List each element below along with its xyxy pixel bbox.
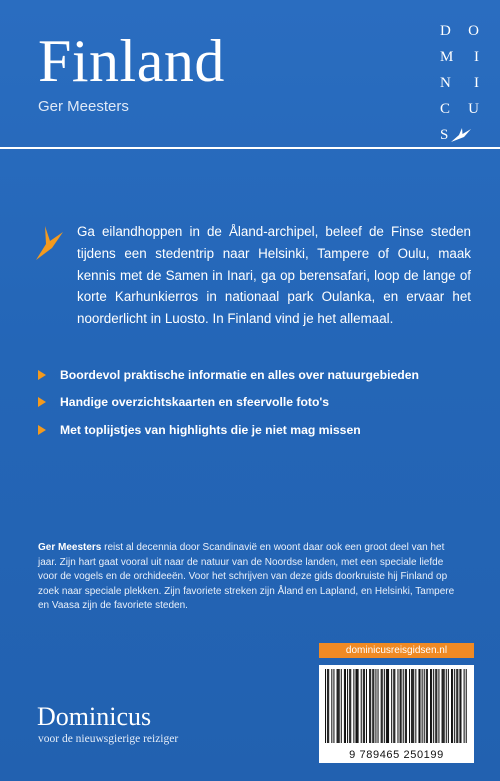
list-item: Boordevol praktische informatie en alles over natuurgebieden (38, 361, 478, 389)
logo-row: N I (440, 75, 480, 91)
barcode-bar (442, 669, 443, 743)
barcode-bar (448, 669, 449, 743)
barcode-bar (341, 669, 342, 743)
barcode-bar (431, 669, 432, 743)
barcode-bar (357, 669, 358, 743)
barcode-bar (386, 669, 387, 743)
barcode-bar (325, 669, 326, 743)
author-bio (38, 541, 458, 614)
barcode-bar (355, 669, 356, 743)
barcode-bar (387, 669, 388, 743)
barcode-bar (411, 669, 412, 743)
isbn-barcode (319, 665, 474, 763)
barcode-bar (382, 669, 383, 743)
barcode-bar (333, 669, 334, 743)
barcode-bar (413, 669, 414, 743)
barcode-bar (375, 669, 376, 743)
barcode-bar (400, 669, 401, 743)
barcode-bar (349, 669, 350, 743)
barcode-bar (424, 669, 425, 743)
barcode-bar (339, 669, 340, 743)
barcode-bar (327, 669, 328, 743)
intro-paragraph: Ga eilandhoppen in de Åland-archipel, beleef de Finse steden tijdens een stedentrip naar Helsinki, Tampere of Oulu, maak kennis met de Samen in Inari, ga op berensafari, loop de lange of korte Karhunkierros in nationaal park Oulanka, en ervaar het noorderlicht in Luosto. In Finland vind je het allemaal. (77, 224, 471, 327)
bullet-arrow-icon (38, 397, 46, 407)
barcode-bar (464, 669, 465, 743)
barcode-bar (373, 669, 374, 743)
barcode-bar (331, 669, 332, 743)
barcode-bar (369, 669, 370, 743)
bullet-arrow-icon (38, 425, 46, 435)
barcode-bar (435, 669, 436, 743)
barcode-bar (420, 669, 421, 743)
barcode-bar (412, 669, 413, 743)
barcode-bar (452, 669, 453, 743)
barcode-bar (358, 669, 359, 743)
barcode-bar (363, 669, 364, 743)
barcode-bar (337, 669, 338, 743)
barcode-bar (426, 669, 427, 743)
barcode-bar (456, 669, 457, 743)
bio-author-name: Ger Meesters (38, 542, 102, 553)
barcode-bar (433, 669, 434, 743)
barcode-bar (388, 669, 389, 743)
barcode-bar (430, 669, 431, 743)
barcode-bar (443, 669, 444, 743)
list-item: Met toplijstjes van highlights die je niet mag missen (38, 416, 478, 444)
barcode-bar (370, 669, 371, 743)
barcode-bar (381, 669, 382, 743)
header-divider (0, 147, 500, 149)
bio-text: reist al decennia door Scandinavië en woont daar ook een groot deel van het jaar. Zijn hart gaat vooral uit naar de natuur van de Noordse landen, met een speciale liefde voor de vogels en de orchideeën. Voor het schrijven van deze gids doorkruiste hij Finland op zoek naar speciale plekken. Zijn favoriete streken zijn Åland en Lapland, en Helsinki, Tampere en Vaasa zijn de favoriete steden. (38, 542, 455, 612)
barcode-bar (366, 669, 367, 743)
logo-row: C U (440, 101, 480, 117)
barcode-bar (438, 669, 439, 743)
list-item: Handige overzichtskaarten en sfeervolle foto's (38, 389, 478, 417)
barcode-bar (446, 669, 447, 743)
website-link[interactable]: dominicusreisgidsen.nl (319, 643, 474, 658)
barcode-bar (397, 669, 398, 743)
barcode-bar (384, 669, 385, 743)
barcode-bar (347, 669, 348, 743)
barcode-bar (361, 669, 362, 743)
barcode-bar (394, 669, 395, 743)
barcode-bar (338, 669, 339, 743)
barcode-bar (406, 669, 407, 743)
barcode-bar (401, 669, 402, 743)
barcode-bar (353, 669, 354, 743)
publisher-brand: Dominicus (37, 702, 152, 731)
barcode-bar (457, 669, 458, 743)
feature-list (38, 361, 478, 444)
publisher-tagline: voor de nieuwsgierige reiziger (38, 733, 179, 745)
author-name: Ger Meesters (38, 98, 129, 115)
barcode-bar (344, 669, 345, 743)
barcode-bar (415, 669, 416, 743)
barcode-bar (451, 669, 452, 743)
barcode-bar (364, 669, 365, 743)
barcode-bar (345, 669, 346, 743)
barcode-bar (393, 669, 394, 743)
barcode-bar (466, 669, 467, 743)
swallow-bird-icon (34, 222, 64, 262)
barcode-bar (418, 669, 419, 743)
barcode-bar (422, 669, 423, 743)
bullet-arrow-icon (38, 370, 46, 380)
barcode-bar (427, 669, 428, 743)
isbn-number: 9 789465 250199 (349, 749, 444, 761)
logo-row: S (440, 122, 480, 148)
swallow-bird-icon (450, 127, 472, 143)
barcode-bar (378, 669, 379, 743)
barcode-bar (436, 669, 437, 743)
barcode-bar (454, 669, 455, 743)
logo-row: D O (440, 23, 480, 39)
book-title: Finland (38, 28, 225, 94)
barcode-bar (405, 669, 406, 743)
barcode-bar (403, 669, 404, 743)
barcode (325, 669, 468, 747)
barcode-bar (460, 669, 461, 743)
barcode-bar (391, 669, 392, 743)
barcode-bar (350, 669, 351, 743)
barcode-bar (459, 669, 460, 743)
barcode-bar (372, 669, 373, 743)
publisher-logo (440, 18, 480, 148)
barcode-bar (328, 669, 329, 743)
barcode-bar (444, 669, 445, 743)
barcode-bar (409, 669, 410, 743)
logo-row: M I (440, 49, 480, 65)
